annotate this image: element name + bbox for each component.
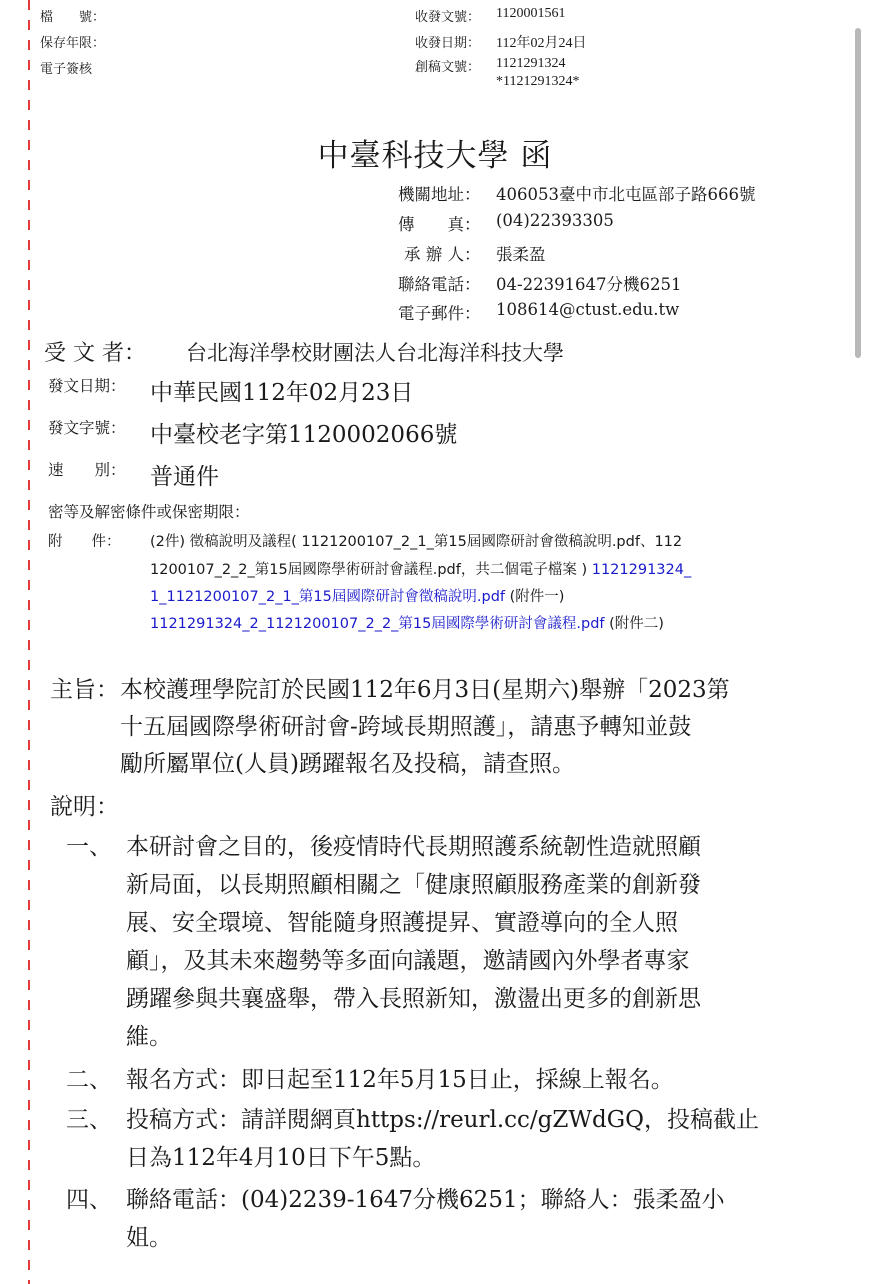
attachment-1-link-start[interactable]: 1121291324_ — [591, 562, 692, 578]
recipient-value: 台北海洋學校財團法人台北海洋科技大學 — [186, 341, 564, 365]
file-number-label: 檔 號： — [40, 10, 106, 25]
subject-label: 主旨： — [50, 677, 119, 703]
phone-label: 聯絡電話： — [398, 275, 481, 294]
scrollbar[interactable] — [855, 28, 861, 358]
attachments-line-1: (2件) 徵稿說明及議程( 1121200107_2_1_第15屆國際研討會徵稿說明.pdf、112 — [150, 534, 683, 550]
doc-no-value: 1120001561 — [496, 6, 566, 21]
doc-no-label: 收發文號： — [415, 10, 481, 25]
address-label: 機關地址： — [398, 185, 481, 204]
fax-label: 傳 真： — [398, 215, 481, 234]
fax-value: (04)22393305 — [496, 211, 614, 230]
attachments-label: 附 件： — [48, 534, 121, 550]
item-1-line-6: 維。 — [126, 1024, 172, 1050]
subject-line-3: 勵所屬單位(人員)踴躍報名及投稿，請查照。 — [120, 751, 575, 777]
attachments-line-2 — [150, 558, 691, 579]
speed-value: 普通件 — [150, 464, 219, 490]
attachment-1-note: (附件一) — [505, 589, 565, 605]
speed-label: 速 別： — [48, 461, 126, 479]
email-value: 108614@ctust.edu.tw — [496, 300, 680, 319]
draft-barcode-text: *1121291324* — [496, 74, 580, 89]
issue-date-label: 發文日期： — [48, 377, 126, 395]
handler-label: 承 辦 人： — [404, 245, 481, 264]
item-2-line-1: 報名方式：即日起至112年5月15日止，採線上報名。 — [126, 1067, 674, 1093]
binding-margin-line — [28, 0, 30, 1284]
issue-no-value: 中臺校老字第1120002066號 — [150, 422, 458, 448]
item-4-line-2: 姐。 — [126, 1225, 172, 1251]
item-3-line-1: 投稿方式：請詳閱網頁https://reurl.cc/gZWdGQ，投稿截止 — [126, 1107, 759, 1133]
recipient-label: 受 文 者： — [44, 341, 146, 366]
attachment-2-link[interactable]: 1121291324_2_1121200107_2_2_第15屆國際學術研討會議程.pdf — [150, 616, 605, 632]
item-4-number: 四、 — [66, 1187, 112, 1213]
attachments-line-4 — [150, 612, 664, 633]
handler-value: 張柔盈 — [496, 245, 546, 264]
attachments-line-2-text: 1200107_2_2_第15屆國際學術研討會議程.pdf，共二個電子檔案 ) — [150, 562, 592, 578]
item-1-line-3: 展、安全環境、智能隨身照護提昇、實證導向的全人照 — [126, 910, 678, 936]
attachments-line-3 — [150, 585, 564, 606]
address-value: 406053臺中市北屯區部子路666號 — [496, 185, 756, 204]
issue-no-label: 發文字號： — [48, 419, 126, 437]
item-3-line-2: 日為112年4月10日下午5點。 — [126, 1145, 436, 1171]
email-label: 電子郵件： — [398, 304, 481, 323]
item-1-line-4: 顧」，及其未來趨勢等多面向議題，邀請國內外學者專家 — [126, 948, 690, 974]
attachment-2-note: (附件二) — [604, 616, 664, 632]
draft-no-value: 1121291324 — [496, 56, 566, 71]
item-1-number: 一、 — [66, 834, 112, 860]
subject-line-1: 本校護理學院訂於民國112年6月3日(星期六)舉辦「2023第 — [120, 677, 730, 703]
item-1-line-1: 本研討會之目的，後疫情時代長期照護系統韌性造就照顧 — [126, 834, 701, 860]
e-signature-label: 電子簽核 — [40, 62, 93, 77]
subject-line-2: 十五屆國際學術研討會-跨域長期照護」，請惠予轉知並鼓 — [120, 714, 692, 740]
explanation-label: 說明： — [50, 794, 119, 820]
item-4-line-1: 聯絡電話：(04)2239-1647分機6251；聯絡人：張柔盈小 — [126, 1187, 725, 1213]
receive-date-value: 112年02月24日 — [496, 36, 587, 51]
phone-value: 04-22391647分機6251 — [496, 275, 682, 294]
receive-date-label: 收發日期： — [415, 36, 481, 51]
issue-date-value: 中華民國112年02月23日 — [150, 380, 414, 406]
secrecy-label: 密等及解密條件或保密期限： — [48, 503, 250, 521]
draft-no-label: 創稿文號： — [415, 60, 481, 75]
item-3-number: 三、 — [66, 1107, 112, 1133]
item-1-line-5: 踴躍參與共襄盛舉，帶入長照新知，激盪出更多的創新思 — [126, 986, 701, 1012]
retention-label: 保存年限： — [40, 36, 106, 51]
document-title: 中臺科技大學 函 — [317, 138, 553, 174]
item-1-line-2: 新局面，以長期照顧相關之「健康照顧服務產業的創新發 — [126, 872, 701, 898]
attachment-1-link[interactable]: 1_1121200107_2_1_第15屆國際研討會徵稿說明.pdf — [150, 589, 506, 605]
item-2-number: 二、 — [66, 1067, 112, 1093]
